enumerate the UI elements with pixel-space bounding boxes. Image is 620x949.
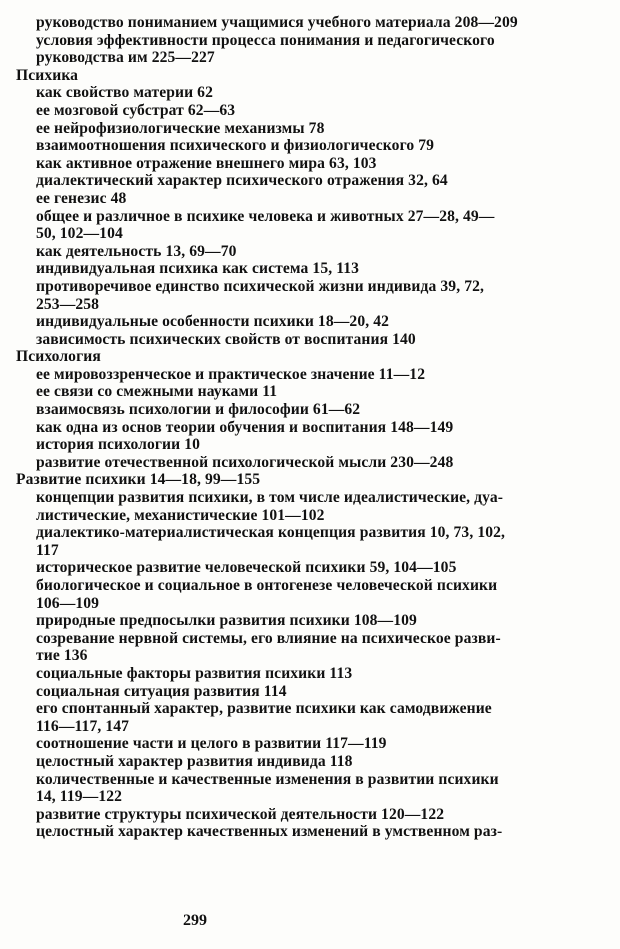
index-entry: целостный характер качественных изменений в умственном раз- (36, 823, 503, 841)
index-entry: природные предпосылки развития психики 108—109 (36, 612, 417, 630)
index-entry: как одна из основ теории обучения и воспитания 148—149 (36, 418, 454, 436)
index-entry: ее связи со смежными науками 11 (36, 383, 278, 401)
index-entry: его спонтанный характер, развитие психики как самодвижение (36, 700, 492, 718)
index-entry: биологическое и социальное в онтогенезе человеческой психики (36, 577, 498, 594)
index-entry-continuation: 116—117, 147 (36, 717, 130, 735)
index-entry: как свойство материи 62 (36, 84, 213, 102)
index-entry-continuation: 14, 119—122 (36, 788, 123, 806)
index-entry: историческое развитие человеческой психики 59, 104—105 (36, 559, 457, 577)
index-entry: руководство пониманием учащимися учебного материала 208—209 (36, 14, 518, 31)
index-entry-continuation: 106—109 (36, 594, 100, 612)
index-entry: целостный характер развития индивида 118 (36, 752, 353, 770)
index-entry: концепции развития психики, в том числе идеалистические, дуа- (36, 489, 504, 507)
index-entry-continuation: тие 136 (36, 647, 88, 665)
index-entry: индивидуальная психика как система 15, 113 (36, 260, 360, 278)
index-entry: ее генезис 48 (36, 189, 127, 207)
index-entry: социальная ситуация развития 114 (36, 682, 287, 700)
index-entry: соотношение части и целого в развитии 117—119 (36, 735, 387, 753)
index-entry: общее и различное в психике человека и животных 27—28, 49— (36, 207, 495, 225)
index-entry: созревание нервной системы, его влияние на психическое разви- (36, 629, 501, 647)
index-entry: ее нейрофизиологические механизмы 78 (36, 119, 325, 137)
index-entry: количественные и качественные изменения в развитии психики (36, 770, 499, 788)
index-entry: ее мозговой субстрат 62—63 (36, 101, 236, 119)
index-entry: как деятельность 13, 69—70 (36, 242, 237, 260)
index-heading: Развитие психики 14—18, 99—155 (16, 471, 261, 489)
index-entry-continuation: 253—258 (36, 295, 100, 313)
index-entry: индивидуальные особенности психики 18—20, 42 (36, 313, 390, 331)
index-heading: Психика (16, 66, 79, 84)
index-entry: противоречивое единство психической жизни индивида 39, 72, (36, 277, 484, 295)
index-entry: история психологии 10 (36, 436, 201, 454)
index-entry: условия эффективности процесса понимания и педагогического (36, 31, 495, 49)
subject-index (16, 14, 602, 841)
index-entry-continuation: 117 (36, 541, 59, 559)
index-entry: взаимоотношения психического и физиологического 79 (36, 137, 435, 155)
index-entry: взаимосвязь психологии и философии 61—62 (36, 401, 361, 419)
index-entry: диалектико-материалистическая концепция развития 10, 73, 102, (36, 524, 506, 542)
index-entry-continuation: листические, механистические 101—102 (36, 506, 325, 524)
index-entry: ее мировоззренческое и практическое значение 11—12 (36, 365, 426, 383)
index-entry: развитие отечественной психологической мысли 230—248 (36, 453, 454, 471)
index-entry: руководства им 225—227 (36, 49, 215, 67)
page-number: 299 (183, 912, 207, 929)
index-entry-continuation: 50, 102—104 (36, 225, 123, 243)
index-entry: зависимость психических свойств от воспитания 140 (36, 330, 416, 348)
index-entry: развитие структуры психической деятельности 120—122 (36, 805, 445, 823)
index-entry: как активное отражение внешнего мира 63, 103 (36, 154, 377, 172)
index-entry: социальные факторы развития психики 113 (36, 664, 353, 682)
index-entry: диалектический характер психического отражения 32, 64 (36, 172, 448, 190)
index-heading: Психология (16, 348, 101, 366)
